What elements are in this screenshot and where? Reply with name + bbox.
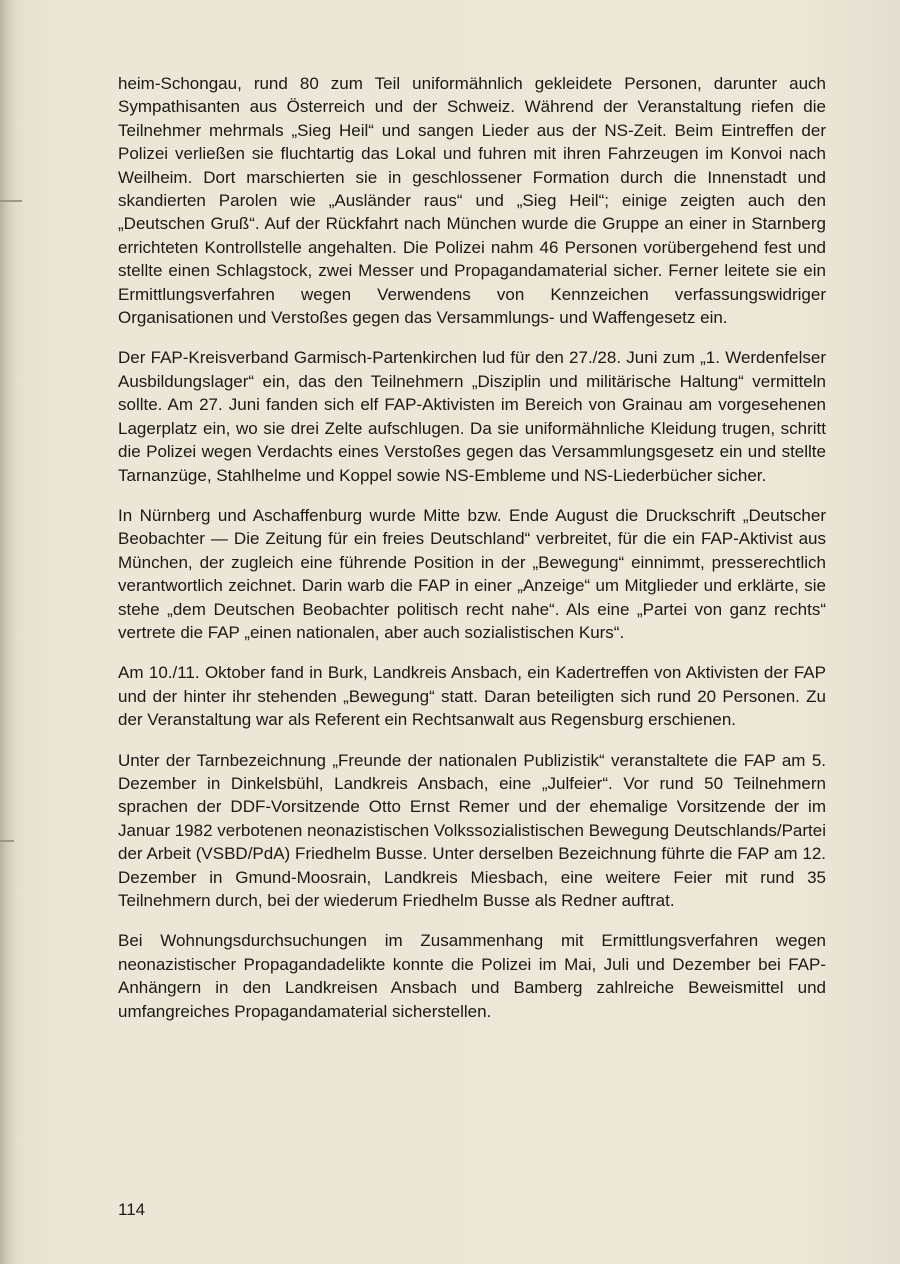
edge-mark	[0, 200, 22, 202]
page-number: 114	[118, 1200, 146, 1219]
body-text	[118, 72, 826, 1040]
paragraph-4: Am 10./11. Oktober fand in Burk, Landkreis Ansbach, ein Kadertreffen von Aktivisten der FAP und der hinter ihr stehenden „Bewegung“ statt. Daran beteiligten sich rund 20 Personen. Zu der Veranstaltung war als Referent ein Rechtsanwalt aus Regensburg erschienen.	[118, 663, 826, 730]
paragraph-5: Unter der Tarnbezeichnung „Freunde der nationalen Publizistik“ veranstaltete die FAP am 5. Dezember in Dinkelsbühl, Landkreis Ansbach, eine „Julfeier“. Vor rund 50 Teilnehmern sprachen der DDF-Vorsitzende Otto Ernst Remer und der ehemalige Vorsitzende der im Januar 1982 verbotenen neonazistischen Volkssozialistischen Bewegung Deutschlands/Partei der Arbeit (VSBD/PdA) Friedhelm Busse. Unter derselben Bezeichnung führte die FAP am 12. Dezember in Gmund-Moosrain, Landkreis Miesbach, eine weitere Feier mit rund 35 Teilnehmern durch, bei der wiederum Friedhelm Busse als Redner auftrat.	[118, 750, 826, 910]
paragraph-2: Der FAP-Kreisverband Garmisch-Partenkirchen lud für den 27./28. Juni zum „1. Werdenfelser Ausbildungslager“ ein, das den Teilnehmern „Disziplin und militärische Haltung“ vermitteln sollte. Am 27. Juni fanden sich elf FAP-Aktivisten im Bereich von Grainau am vorgesehenen Lagerplatz ein, wo sie drei Zelte aufschlugen. Da sie uniformähnliche Kleidung trugen, schritt die Polizei wegen Verdachts eines Verstoßes gegen das Versammlungsgesetz ein und stellte Tarnanzüge, Stahlhelme und Koppel sowie NS-Embleme und NS-Liederbücher sicher.	[118, 348, 826, 485]
paragraph-3: In Nürnberg und Aschaffenburg wurde Mitte bzw. Ende August die Druckschrift „Deutscher Beobachter — Die Zeitung für ein freies Deutschland“ verbreitet, für die ein FAP-Aktivist aus München, der zugleich eine führende Position in der „Bewegung“ einnimmt, presserechtlich verantwortlich zeichnet. Darin warb die FAP in einer „Anzeige“ um Mitglieder und erklärte, sie stehe „dem Deutschen Beobachter politisch recht nahe“. Als eine „Partei von ganz rechts“ vertrete die FAP „einen nationalen, aber auch sozialistischen Kurs“.	[118, 505, 826, 642]
edge-mark	[0, 840, 14, 842]
paragraph-1: heim-Schongau, rund 80 zum Teil uniformähnlich gekleidete Personen, darunter auch Sympathisanten aus Österreich und der Schweiz. Während der Veranstaltung riefen die Teilnehmer mehrmals „Sieg Heil“ und sangen Lieder aus der NS-Zeit. Beim Eintreffen der Polizei verließen sie fluchtartig das Lokal und fuhren mit ihren Fahrzeugen im Konvoi nach Weilheim. Dort marschierten sie in geschlossener Formation durch die Innenstadt und skandierten Parolen wie „Ausländer raus“ und „Sieg Heil“; einige zeigten auch den „Deutschen Gruß“. Auf der Rückfahrt nach München wurde die Gruppe an einer in Starnberg errichteten Kontrollstelle angehalten. Die Polizei nahm 46 Personen vorübergehend fest und stellte einen Schlagstock, zwei Messer und Propagandamaterial sicher. Ferner leitete sie ein Ermittlungsverfahren wegen Verwendens von Kennzeichen verfassungswidriger Organisationen und Verstoßes gegen das Versammlungs- und Waffengesetz ein.	[118, 74, 826, 328]
paragraph-6: Bei Wohnungsdurchsuchungen im Zusammenhang mit Ermittlungsverfahren wegen neonazistischer Propagandadelikte konnte die Polizei im Mai, Juli und Dezember bei FAP-Anhängern in den Landkreisen Ansbach und Bamberg zahlreiche Beweismittel und umfangreiches Propagandamaterial sicherstellen.	[118, 931, 826, 1021]
binding-edge	[0, 0, 16, 1264]
